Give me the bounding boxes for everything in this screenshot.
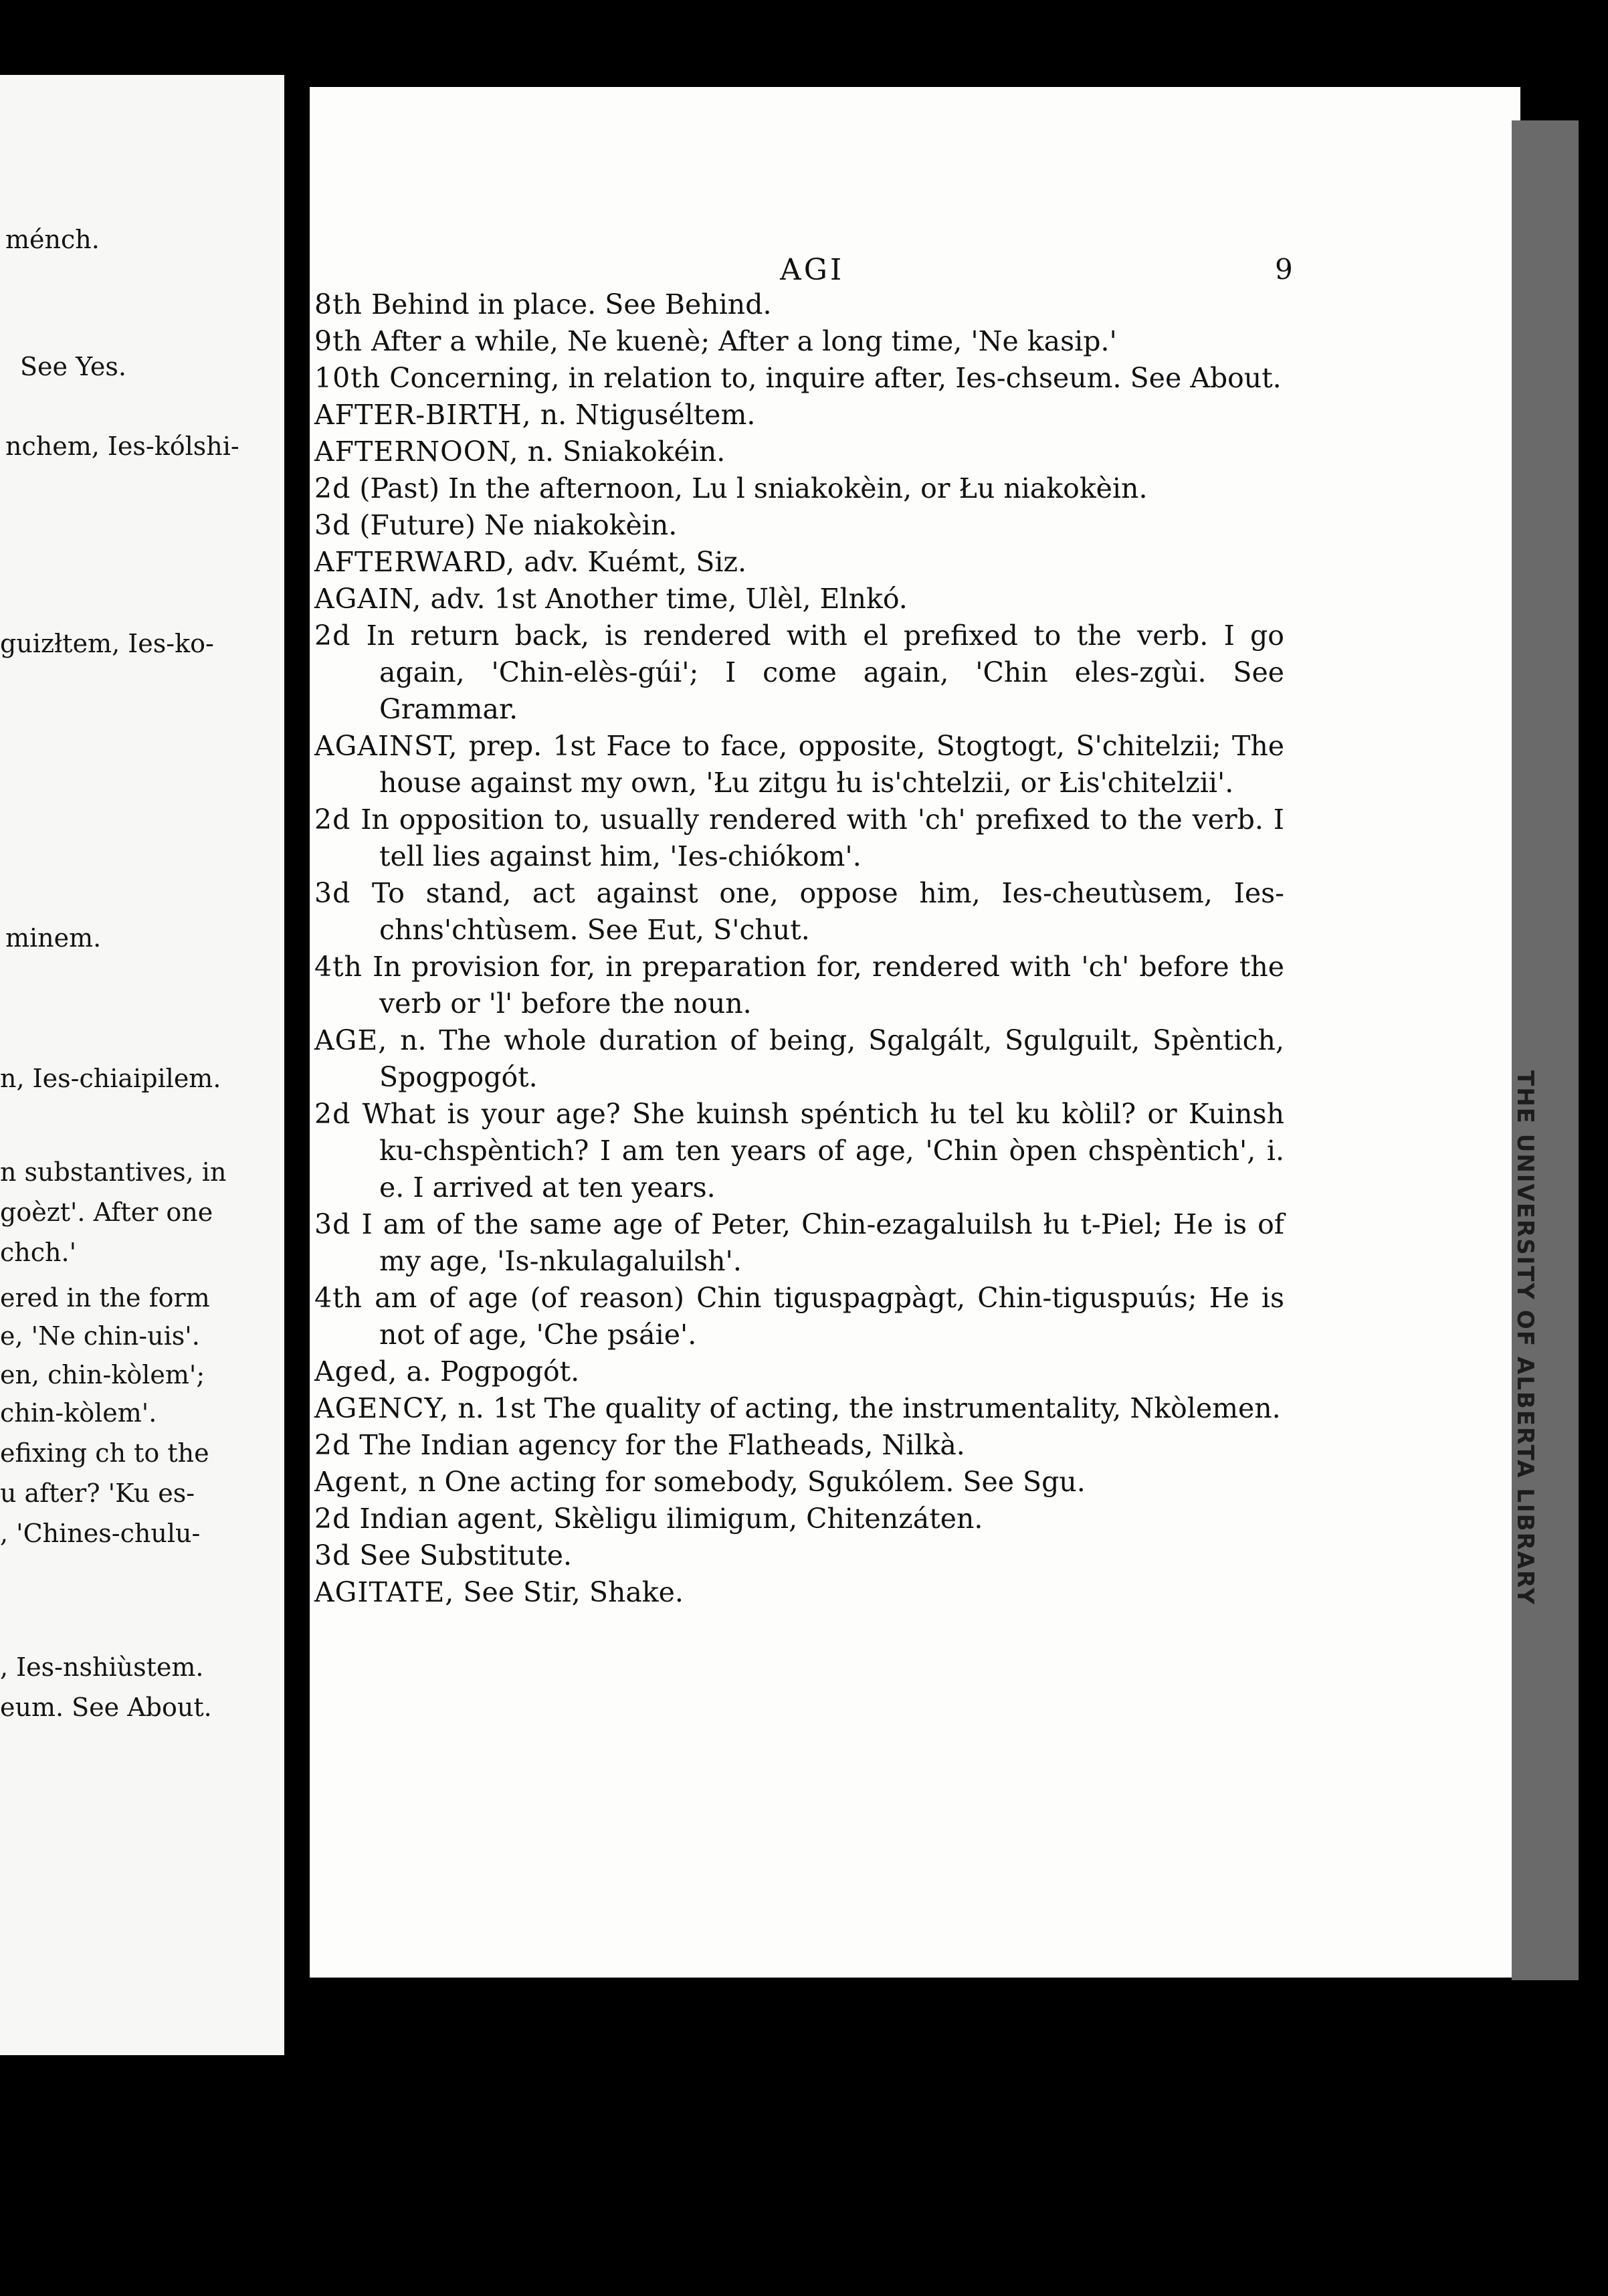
dictionary-entry [314, 286, 1284, 323]
left-page-line: en, chin-kòlem'; [0, 1360, 205, 1390]
page-edge-shadow [1512, 120, 1579, 1980]
entry-headword: 8th [314, 288, 363, 320]
left-page-line: See Yes. [20, 352, 126, 381]
entry-headword: Agent, [314, 1466, 410, 1498]
entry-definition: (Future) Ne niakokèin. [350, 509, 678, 541]
entry-headword: AGE, [314, 1024, 388, 1056]
entry-headword: 9th [314, 325, 363, 357]
dictionary-entry [314, 1353, 1284, 1390]
dictionary-entry [314, 360, 1284, 397]
left-page-line: ered in the form [0, 1283, 210, 1313]
page-number: 9 [1275, 253, 1293, 286]
left-page-line: guizłtem, Ies-ko- [0, 629, 214, 658]
entry-headword: Aged, [314, 1355, 398, 1388]
book-gutter [284, 0, 310, 2296]
dictionary-entry [314, 949, 1284, 1022]
entry-headword: AFTERWARD, [314, 546, 516, 578]
left-page-line: chin-kòlem'. [0, 1398, 157, 1428]
entry-definition: In provision for, in preparation for, rendered with 'ch' before the verb or 'l' before the noun. [362, 951, 1284, 1020]
dictionary-entry [314, 801, 1284, 875]
left-page-line: ménch. [5, 225, 100, 254]
dictionary-entry [314, 1574, 1284, 1611]
left-page-line: efixing ch to the [0, 1438, 209, 1468]
entry-definition: am of age (of reason) Chin tiguspagpàgt, Chin-tiguspuús; He is not of age, 'Che psáie'. [362, 1282, 1284, 1351]
entry-headword: 3d [314, 877, 351, 909]
entry-definition: Concerning, in relation to, inquire after, Ies-chseum. See About. [381, 362, 1282, 394]
dictionary-entry [314, 581, 1284, 617]
entry-definition: I am of the same age of Peter, Chin-ezagaluilsh łu t-Piel; He is of my age, 'Is-nkulagaluilsh'. [350, 1208, 1284, 1277]
left-page-line: n substantives, in [0, 1157, 227, 1187]
left-page-line: , 'Chines-chulu- [0, 1519, 201, 1548]
entry-headword: 4th [314, 951, 363, 983]
dictionary-entry [314, 728, 1284, 801]
dictionary-entry [314, 397, 1284, 434]
dictionary-entry [314, 875, 1284, 949]
dictionary-entry [314, 1096, 1284, 1206]
entry-headword: AFTER-BIRTH, [314, 399, 532, 431]
entry-headword: 2d [314, 472, 351, 504]
entry-definition: adv. Kuémt, Siz. [515, 546, 747, 578]
entry-headword: 2d [314, 619, 351, 652]
entry-headword: AGAIN, [314, 583, 422, 615]
left-page-line: minem. [5, 923, 102, 953]
left-page-line: chch.' [0, 1238, 77, 1267]
dictionary-entries [314, 286, 1284, 1611]
entry-definition: n. 1st The quality of acting, the instrumentality, Nkòlemen. [449, 1392, 1281, 1424]
entry-definition: n. Ntiguséltem. [531, 399, 756, 431]
entry-definition: n. The whole duration of being, Sgalgált, Sgulguilt, Spèntich, Spogpogót. [379, 1024, 1284, 1093]
library-stamp: THE UNIVERSITY OF ALBERTA LIBRARY [1512, 1070, 1538, 1606]
dictionary-entry [314, 544, 1284, 581]
entry-headword: 3d [314, 509, 351, 541]
entry-definition: Indian agent, Skèligu ilimigum, Chitenzáten. [350, 1503, 983, 1535]
entry-definition: See Stir, Shake. [454, 1576, 684, 1608]
entry-headword: 4th [314, 1282, 363, 1314]
left-page-line: nchem, Ies-kólshi- [5, 432, 239, 461]
entry-headword: 3d [314, 1539, 351, 1571]
entry-definition: n. Sniakokéin. [518, 436, 726, 468]
entry-headword: AFTERNOON, [314, 436, 519, 468]
entry-definition: Behind in place. See Behind. [362, 288, 772, 320]
left-page-line: u after? 'Ku es- [0, 1478, 195, 1508]
entry-definition: What is your age? She kuinsh spéntich łu tel ku kòlil? or Kuinsh ku-chspèntich? I am ten years of age, 'Chin òpen chspèntich', i. e. I arrived at ten years. [350, 1098, 1284, 1204]
entry-headword: AGITATE, [314, 1576, 455, 1608]
entry-definition: To stand, act against one, oppose him, Ies-cheutùsem, Ies-chns'chtùsem. See Eut, S'chut. [350, 877, 1284, 946]
dictionary-entry [314, 1022, 1284, 1096]
dictionary-entry [314, 1464, 1284, 1501]
entry-headword: 3d [314, 1208, 351, 1240]
entry-definition: adv. 1st Another time, Ulèl, Elnkó. [421, 583, 908, 615]
dictionary-entry [314, 1537, 1284, 1574]
left-page-fragment [0, 75, 284, 2055]
entry-headword: 2d [314, 1098, 351, 1130]
left-page-line: n, Ies-chiaipilem. [0, 1064, 221, 1093]
entry-definition: In return back, is rendered with el prefixed to the verb. I go again, 'Chin-elès-gúi'; I come again, 'Chin eles-zgùi. See Grammar. [350, 619, 1284, 725]
entry-headword: 2d [314, 1503, 351, 1535]
entry-definition: n One acting for somebody, Sgukólem. See Sgu. [409, 1466, 1086, 1498]
entry-definition: See Substitute. [350, 1539, 573, 1571]
dictionary-entry [314, 434, 1284, 470]
dictionary-entry [314, 1501, 1284, 1537]
dictionary-entry [314, 1390, 1284, 1427]
entry-headword: AGENCY, [314, 1392, 449, 1424]
entry-definition: After a while, Ne kuenè; After a long time, 'Ne kasip.' [362, 325, 1117, 357]
entry-headword: 2d [314, 1429, 351, 1461]
entry-definition: prep. 1st Face to face, opposite, Stogtogt, S'chitelzii; The house against my own, 'Łu zitgu łu is'chtelzii, or Łis'chitelzii'. [379, 730, 1284, 799]
entry-headword: 2d [314, 803, 351, 836]
left-page-line: , Ies-nshiùstem. [0, 1652, 204, 1682]
left-page-line: eum. See About. [0, 1693, 212, 1722]
dictionary-entry [314, 323, 1284, 360]
dictionary-entry [314, 1427, 1284, 1464]
entry-headword: AGAINST, [314, 730, 458, 762]
dictionary-entry [314, 1280, 1284, 1353]
entry-definition: The Indian agency for the Flatheads, Nilkà. [350, 1429, 965, 1461]
dictionary-entry [314, 617, 1284, 728]
dictionary-entry [314, 507, 1284, 544]
entry-definition: a. Pogpogót. [397, 1355, 580, 1388]
left-page-line: goèzt'. After one [0, 1198, 213, 1227]
dictionary-entry [314, 1206, 1284, 1280]
dictionary-entry [314, 470, 1284, 507]
left-page-line: e, 'Ne chin-uis'. [0, 1321, 200, 1351]
running-header: AGI [780, 253, 845, 287]
entry-headword: 10th [314, 362, 381, 394]
entry-definition: In opposition to, usually rendered with 'ch' prefixed to the verb. I tell lies against him, 'Ies-chiókom'. [350, 803, 1284, 872]
entry-definition: (Past) In the afternoon, Lu l sniakokèin, or Łu niakokèin. [350, 472, 1148, 504]
